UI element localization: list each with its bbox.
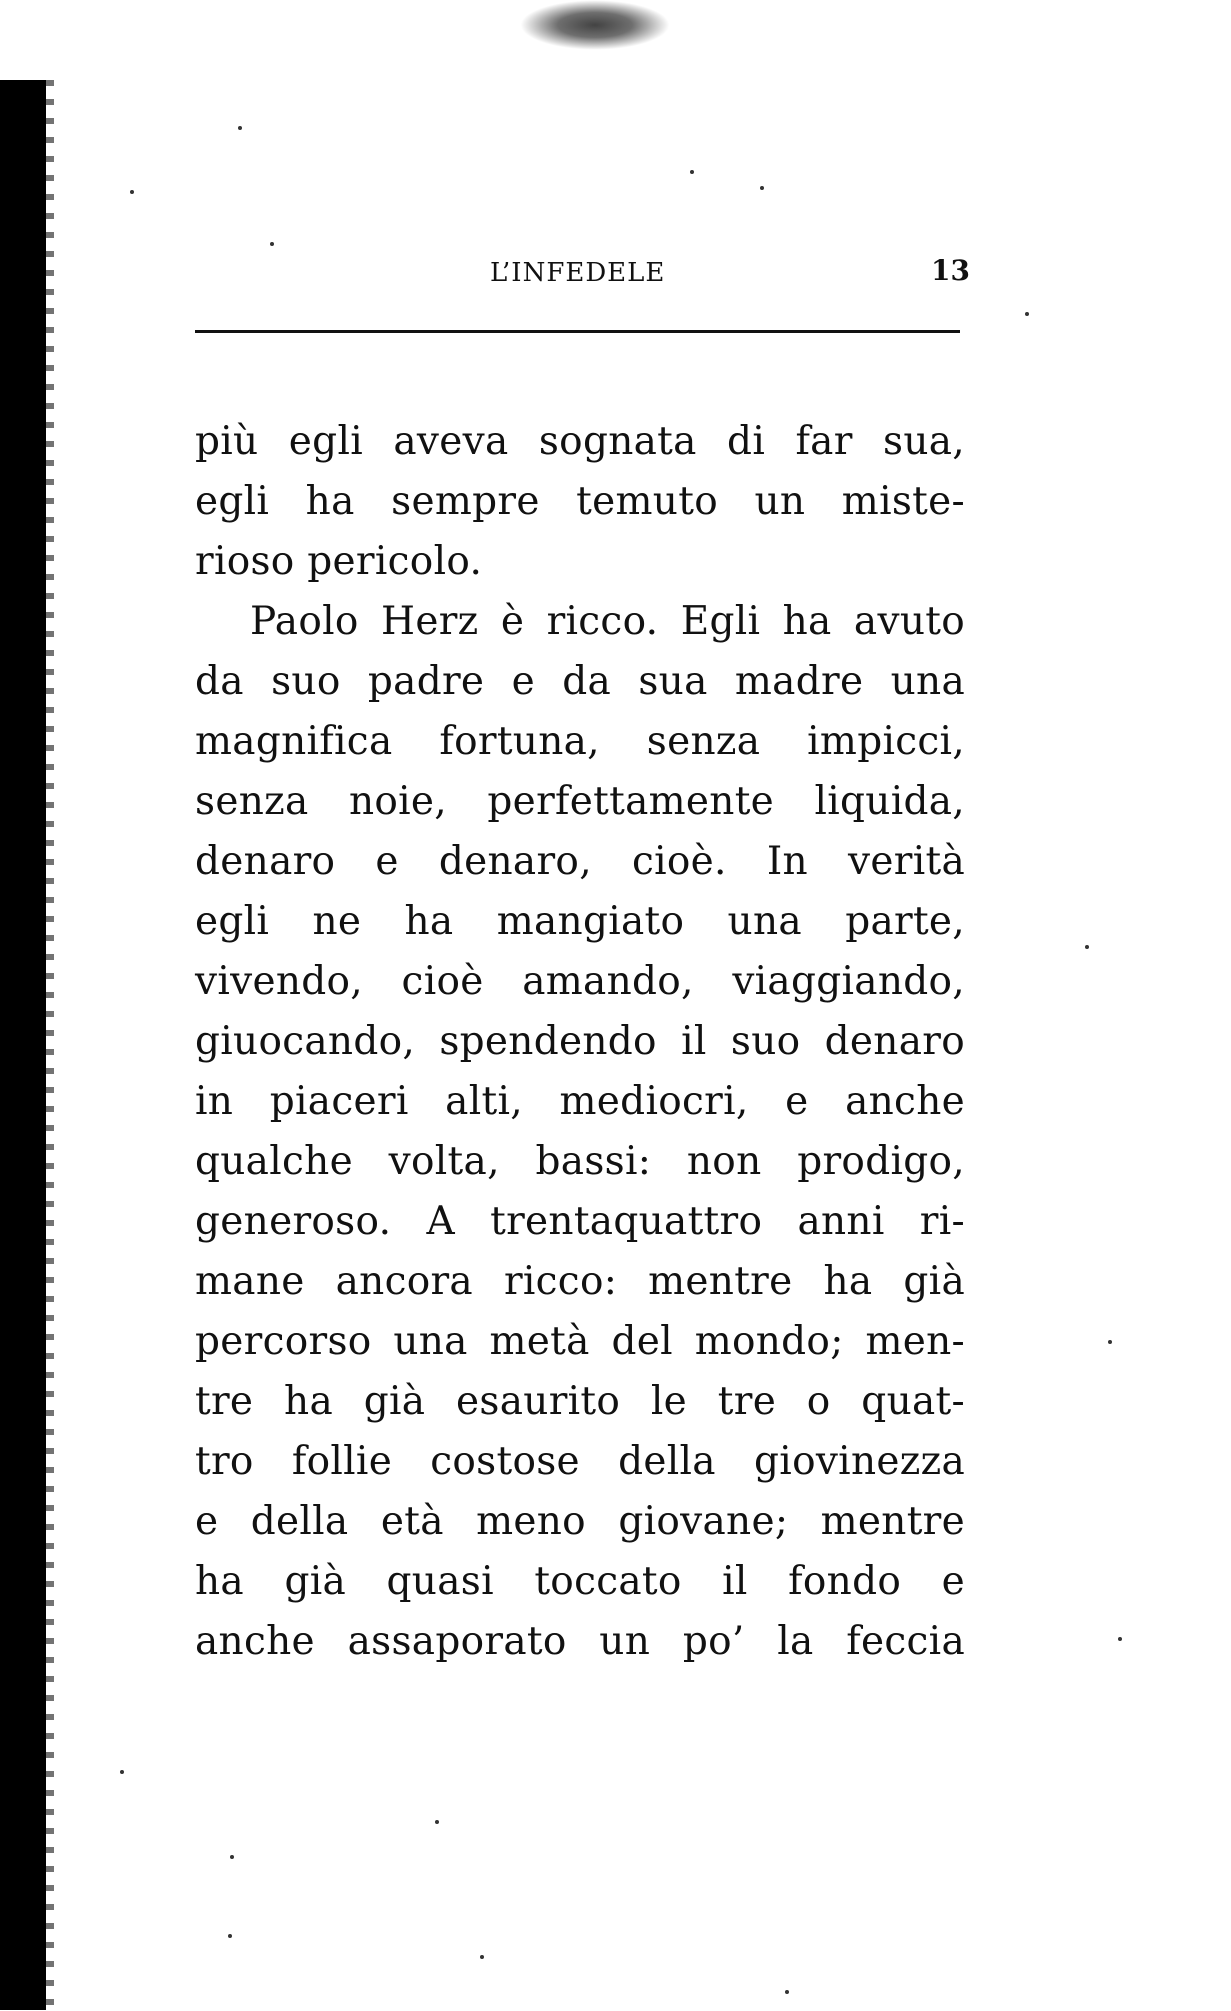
text-line: tre ha già esaurito le tre o quat- xyxy=(195,1379,965,1424)
text-line: ha già quasi toccato il fondo e xyxy=(195,1559,965,1604)
binding-edge-fray xyxy=(40,80,54,2010)
text-line: tro follie costose della giovinezza xyxy=(195,1439,965,1484)
body-text xyxy=(195,412,965,1672)
scan-speck xyxy=(238,126,242,130)
scan-speck xyxy=(1108,1340,1112,1344)
scan-speck xyxy=(130,190,134,194)
text-line: da suo padre e da sua madre una xyxy=(195,659,965,704)
text-line: in piaceri alti, mediocri, e anche xyxy=(195,1079,965,1124)
text-line: anche assaporato un po’ la feccia xyxy=(195,1619,965,1664)
scan-speck xyxy=(785,1990,789,1994)
scan-speck xyxy=(230,1855,234,1859)
text-line: egli ne ha mangiato una parte, xyxy=(195,899,965,944)
text-line: più egli aveva sognata di far sua, xyxy=(195,419,965,464)
text-line: e della età meno giovane; mentre xyxy=(195,1499,965,1544)
scan-speck xyxy=(760,186,764,190)
text-line: rioso pericolo. xyxy=(195,539,483,584)
scan-speck xyxy=(270,242,274,246)
text-line: denaro e denaro, cioè. In verità xyxy=(195,839,965,884)
running-head xyxy=(190,254,970,298)
scan-speck xyxy=(228,1934,232,1938)
header-rule xyxy=(195,330,960,333)
text-line: magnifica fortuna, senza impicci, xyxy=(195,719,965,764)
scan-speck xyxy=(120,1770,124,1774)
scan-speck xyxy=(1085,945,1089,949)
scan-speck xyxy=(435,1820,439,1824)
text-line: vivendo, cioè amando, viaggiando, xyxy=(195,959,965,1004)
text-line: mane ancora ricco: mentre ha già xyxy=(195,1259,965,1304)
text-line: Paolo Herz è ricco. Egli ha avuto xyxy=(250,599,965,644)
scan-speck xyxy=(1025,312,1029,316)
text-line: percorso una metà del mondo; men- xyxy=(195,1319,965,1364)
text-line: giuocando, spendendo il suo denaro xyxy=(195,1019,965,1064)
scan-smudge xyxy=(520,0,670,50)
text-line: egli ha sempre temuto un miste- xyxy=(195,479,965,524)
page-number: 13 xyxy=(931,254,970,287)
scan-speck xyxy=(690,170,694,174)
scan-speck xyxy=(480,1955,484,1959)
text-line: generoso. A trentaquattro anni ri- xyxy=(195,1199,965,1244)
scan-speck xyxy=(1118,1637,1122,1641)
text-line: qualche volta, bassi: non prodigo, xyxy=(195,1139,965,1184)
running-title: L’INFEDELE xyxy=(490,258,666,288)
text-line: senza noie, perfettamente liquida, xyxy=(195,779,965,824)
